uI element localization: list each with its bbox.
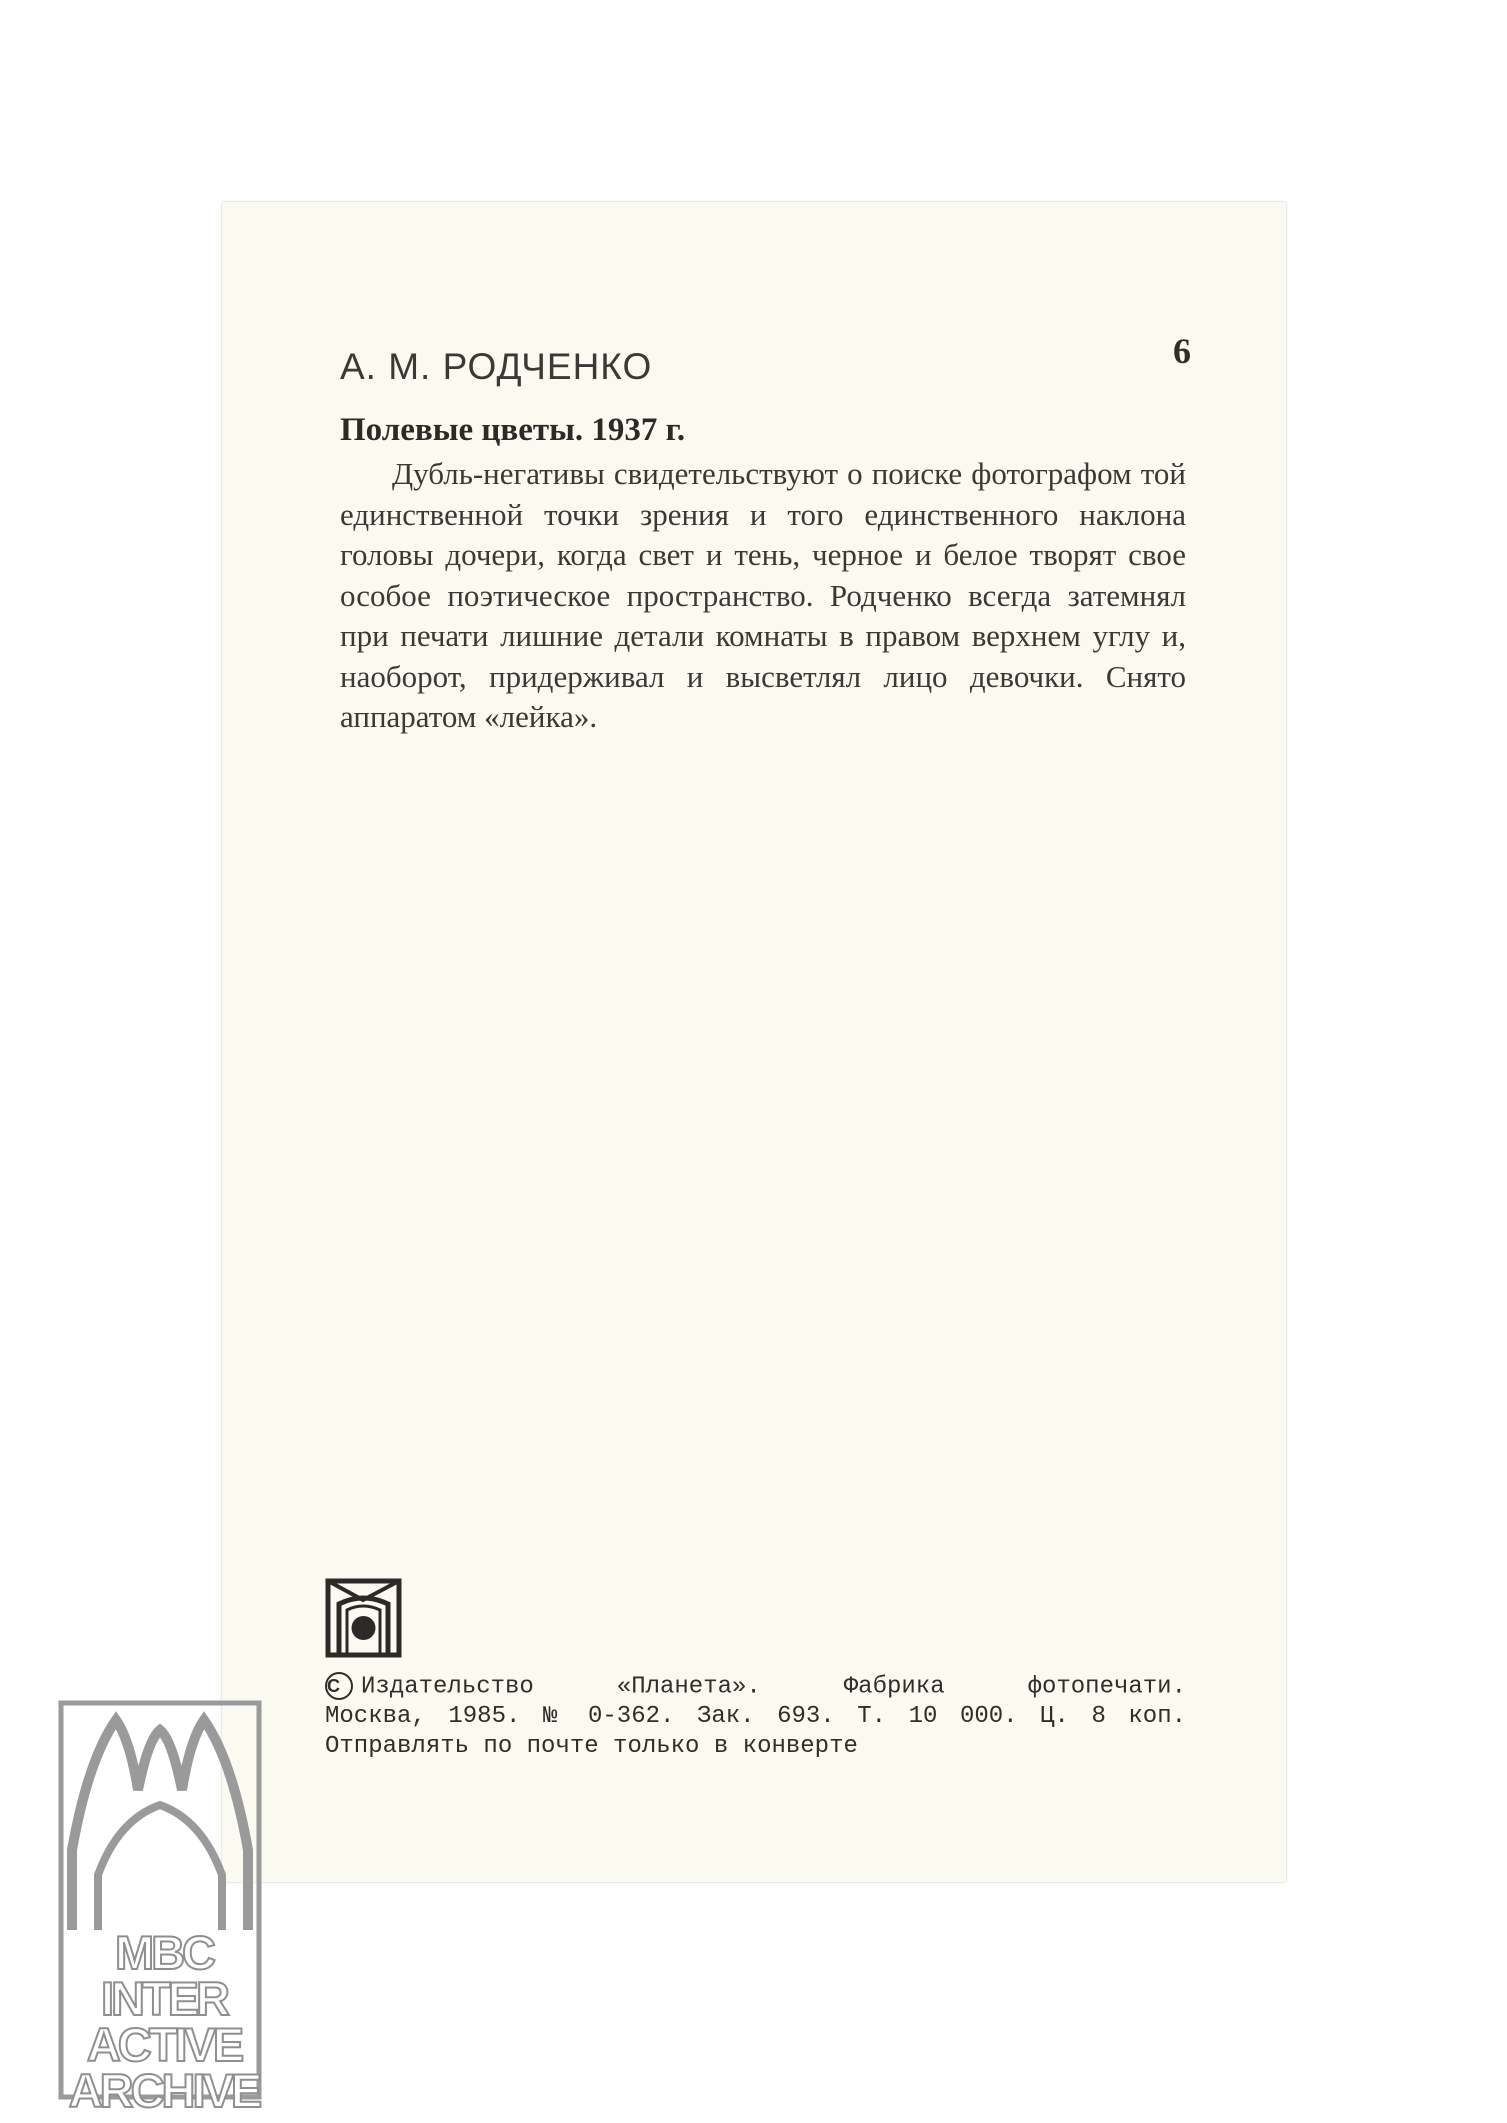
artwork-title: Полевые цветы. 1937 г. xyxy=(340,412,686,448)
watermark-line-4: ARCHIVE xyxy=(68,2064,260,2117)
copyright-icon: С xyxy=(325,1672,353,1700)
postcard-back xyxy=(222,202,1286,1882)
author-name: А. М. РОДЧЕНКО xyxy=(340,346,653,387)
publisher-logo-icon xyxy=(325,1578,402,1658)
publisher-imprint xyxy=(325,1672,1186,1762)
archive-watermark-text xyxy=(66,1926,262,2117)
imprint-line-3: Отправлять по почте только в конверте xyxy=(325,1733,858,1761)
watermark-line-3: ACTIVE xyxy=(86,2018,242,2071)
watermark-line-1: MBC xyxy=(114,1926,214,1979)
imprint-line-2: Москва, 1985. № 0-362. Зак. 693. Т. 10 000. Ц. 8 коп. xyxy=(325,1703,1186,1731)
imprint-publisher: Издательство «Планета». Фабрика фотопечати. xyxy=(361,1673,1186,1701)
imprint-line-1 xyxy=(325,1672,1186,1702)
artwork-description: Дубль-негативы свидетельствуют о поиске фотографом той единственной точки зрения и того единственного наклона головы дочери, когда свет и тень, черное и белое творят свое особое поэтическое пространство. Родченко всегда затемнял при печати лишние детали комнаты в правом верхнем углу и, наоборот, придерживал и высветлял лицо девочки. Снято аппаратом «лейка». xyxy=(340,456,1186,734)
card-number: 6 xyxy=(1173,331,1191,371)
watermark-line-2: INTER xyxy=(101,1972,227,2025)
